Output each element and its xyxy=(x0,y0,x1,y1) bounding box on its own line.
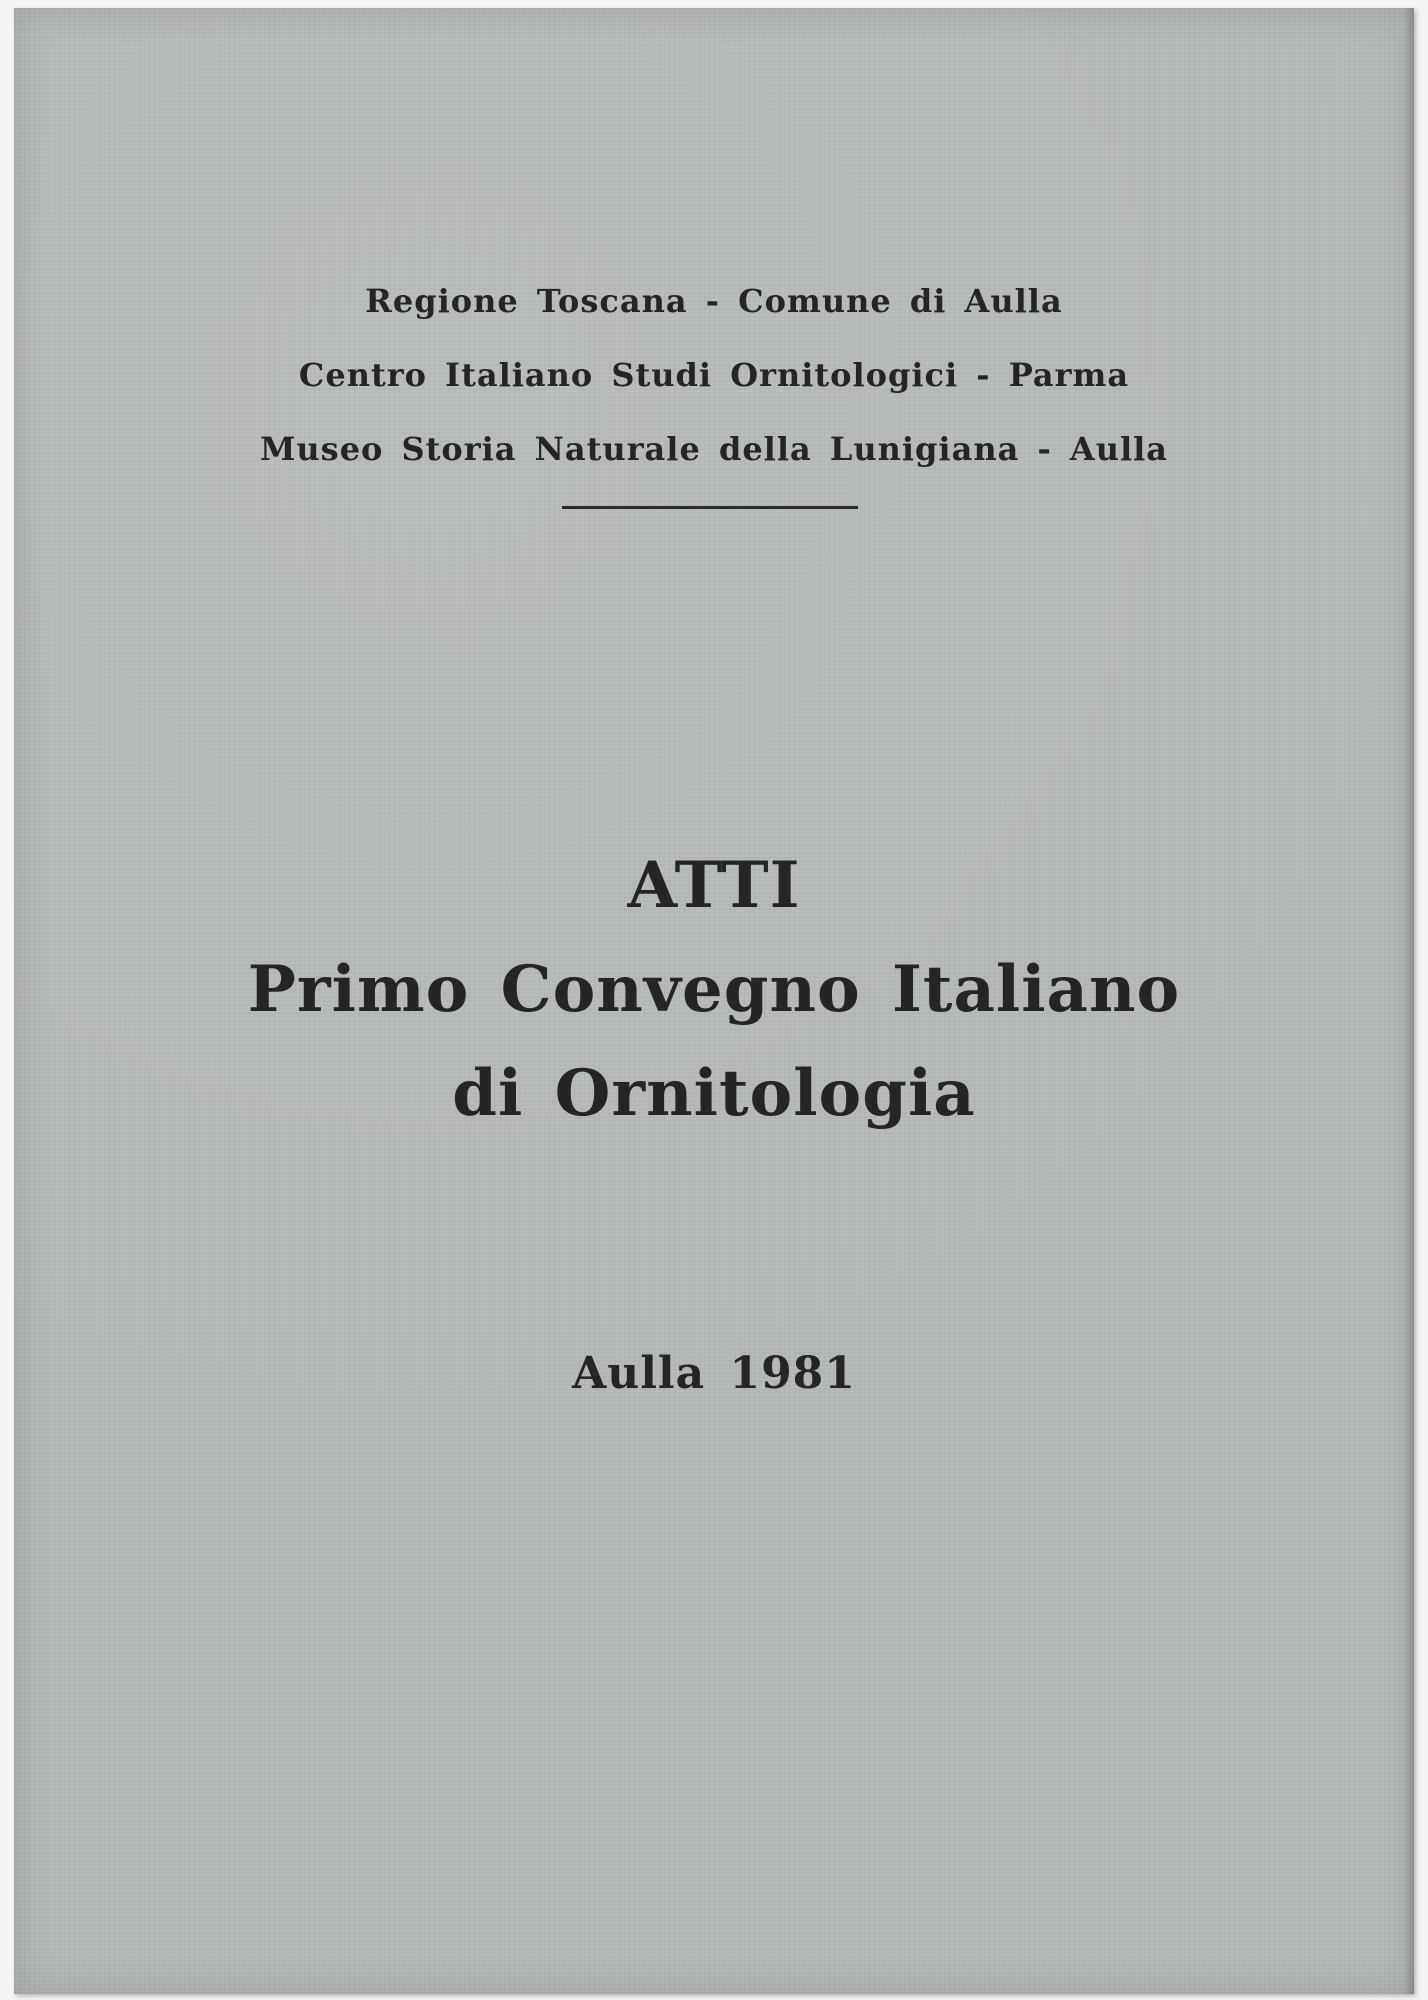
separator-rule xyxy=(562,506,858,509)
book-cover xyxy=(14,8,1414,1994)
place-year: Aulla 1981 xyxy=(572,1348,856,1399)
title-line-2: Primo Convegno Italiano xyxy=(247,952,1181,1027)
title-line-3: di Ornitologia xyxy=(452,1056,976,1131)
organizer-line-1: Regione Toscana - Comune di Aulla xyxy=(365,282,1063,320)
title-atti: ATTI xyxy=(627,848,801,923)
organizer-line-3: Museo Storia Naturale della Lunigiana - Aulla xyxy=(259,430,1169,468)
organizer-line-2: Centro Italiano Studi Ornitologici - Parma xyxy=(298,356,1130,394)
